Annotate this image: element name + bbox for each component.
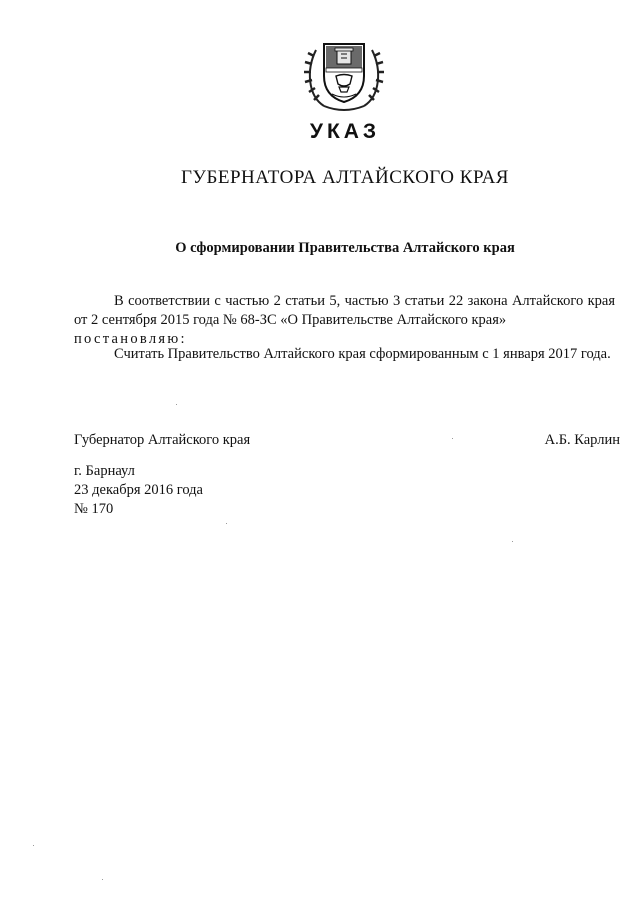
scan-speck	[512, 541, 513, 542]
basis-text: В соответствии с частью 2 статьи 5, частью 3 статьи 22 закона Алтайского края от 2 сентября 2015 года № 68-ЗС «О Правительстве Алтайского края»	[74, 293, 615, 328]
scan-speck	[102, 879, 103, 880]
scan-speck	[226, 523, 227, 524]
decree-word: постановляю:	[74, 331, 187, 347]
altai-krai-coat-of-arms-icon	[302, 30, 386, 116]
scan-speck	[176, 404, 177, 405]
decree-paragraph-basis	[74, 292, 615, 349]
issuer-heading: ГУБЕРНАТОРА АЛТАЙСКОГО КРАЯ	[181, 167, 509, 188]
issue-date: 23 декабря 2016 года	[74, 482, 203, 498]
document-type-title: УКАЗ	[309, 120, 381, 143]
scan-speck	[452, 438, 453, 439]
issue-city: г. Барнаул	[74, 463, 135, 479]
decree-footer	[74, 462, 203, 519]
decree-number: № 170	[74, 501, 114, 517]
resolution-text: Считать Правительство Алтайского края сформированным с 1 января 2017 года.	[114, 346, 611, 362]
scan-speck	[33, 845, 34, 846]
decree-subject: О сформировании Правительства Алтайского края	[175, 240, 515, 256]
decree-paragraph-resolution	[74, 345, 615, 364]
signer-name: А.Б. Карлин	[544, 432, 620, 448]
signer-position: Губернатор Алтайского края	[74, 432, 251, 448]
